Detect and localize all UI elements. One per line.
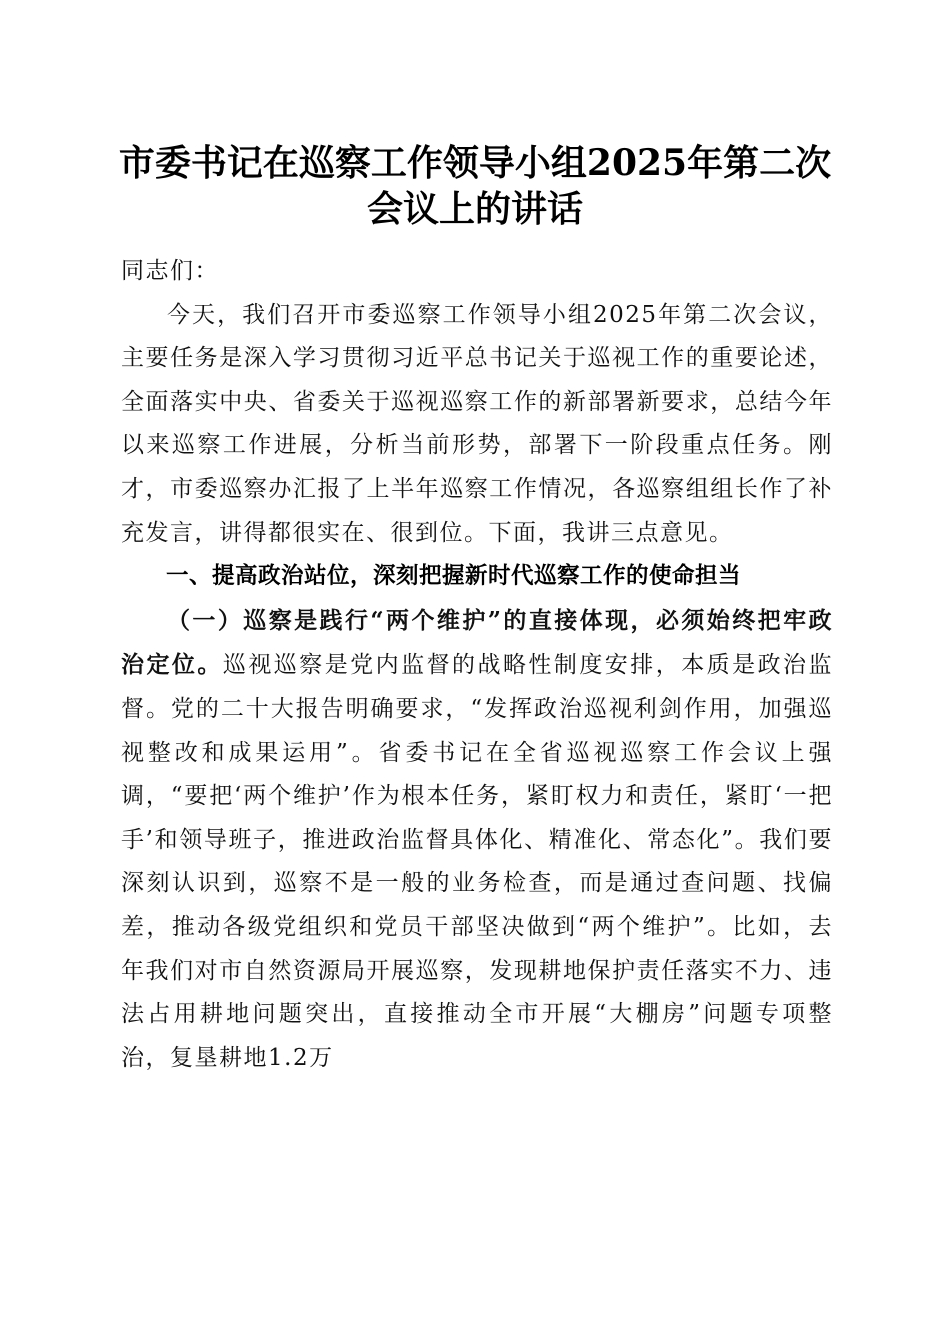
section-heading-1: 一、提高政治站位，深刻把握新时代巡察工作的使命担当 [166,563,742,590]
document-title [80,140,870,232]
paragraph-section-1-1-text: 巡视巡察是党内监督的战略性制度安排，本质是政治监督。党的二十大报告明确要求，“发挥政治巡视利剑作用，加强巡视整改和成果运用”。省委书记在全省巡视巡察工作会议上强调，“要把‘两个维护’作为根本任务，紧盯权力和责任，紧盯‘一把手’和领导班子，推进政治监督具体化、精准化、常态化”。我们要深刻认识到，巡察不是一般的业务检查，而是通过查问题、找偏差，推动各级党组织和党员干部坚决做到“两个维护”。比如，去年我们对市自然资源局开展巡察，发现耕地保护责任落实不力、违法占用耕地问题突出，直接推动全市开展“大棚房”问题专项整治，复垦耕地1.2万 [121,652,834,1071]
paragraph-section-1-1 [121,599,833,1081]
title-line-1: 市委书记在巡察工作领导小组2025年第二次 [118,142,832,184]
document-body [121,250,833,1080]
paragraph-intro: 今天，我们召开市委巡察工作领导小组2025年第二次会议，主要任务是深入学习贯彻习近平总书记关于巡视工作的重要论述，全面落实中央、省委关于巡视巡察工作的新部署新要求，总结今年以来巡察工作进展，分析当前形势，部署下一阶段重点任务。刚才，市委巡察办汇报了上半年巡察工作情况，各巡察组组长作了补充发言，讲得都很实在、很到位。下面，我讲三点意见。 [121,301,833,546]
salutation: 同志们： [121,258,219,284]
sub-heading-1: （一）巡察是践行“两个维护”的直接体现，必须始终把牢政治定位。 [121,606,833,679]
title-line-2: 会议上的讲话 [366,188,583,230]
